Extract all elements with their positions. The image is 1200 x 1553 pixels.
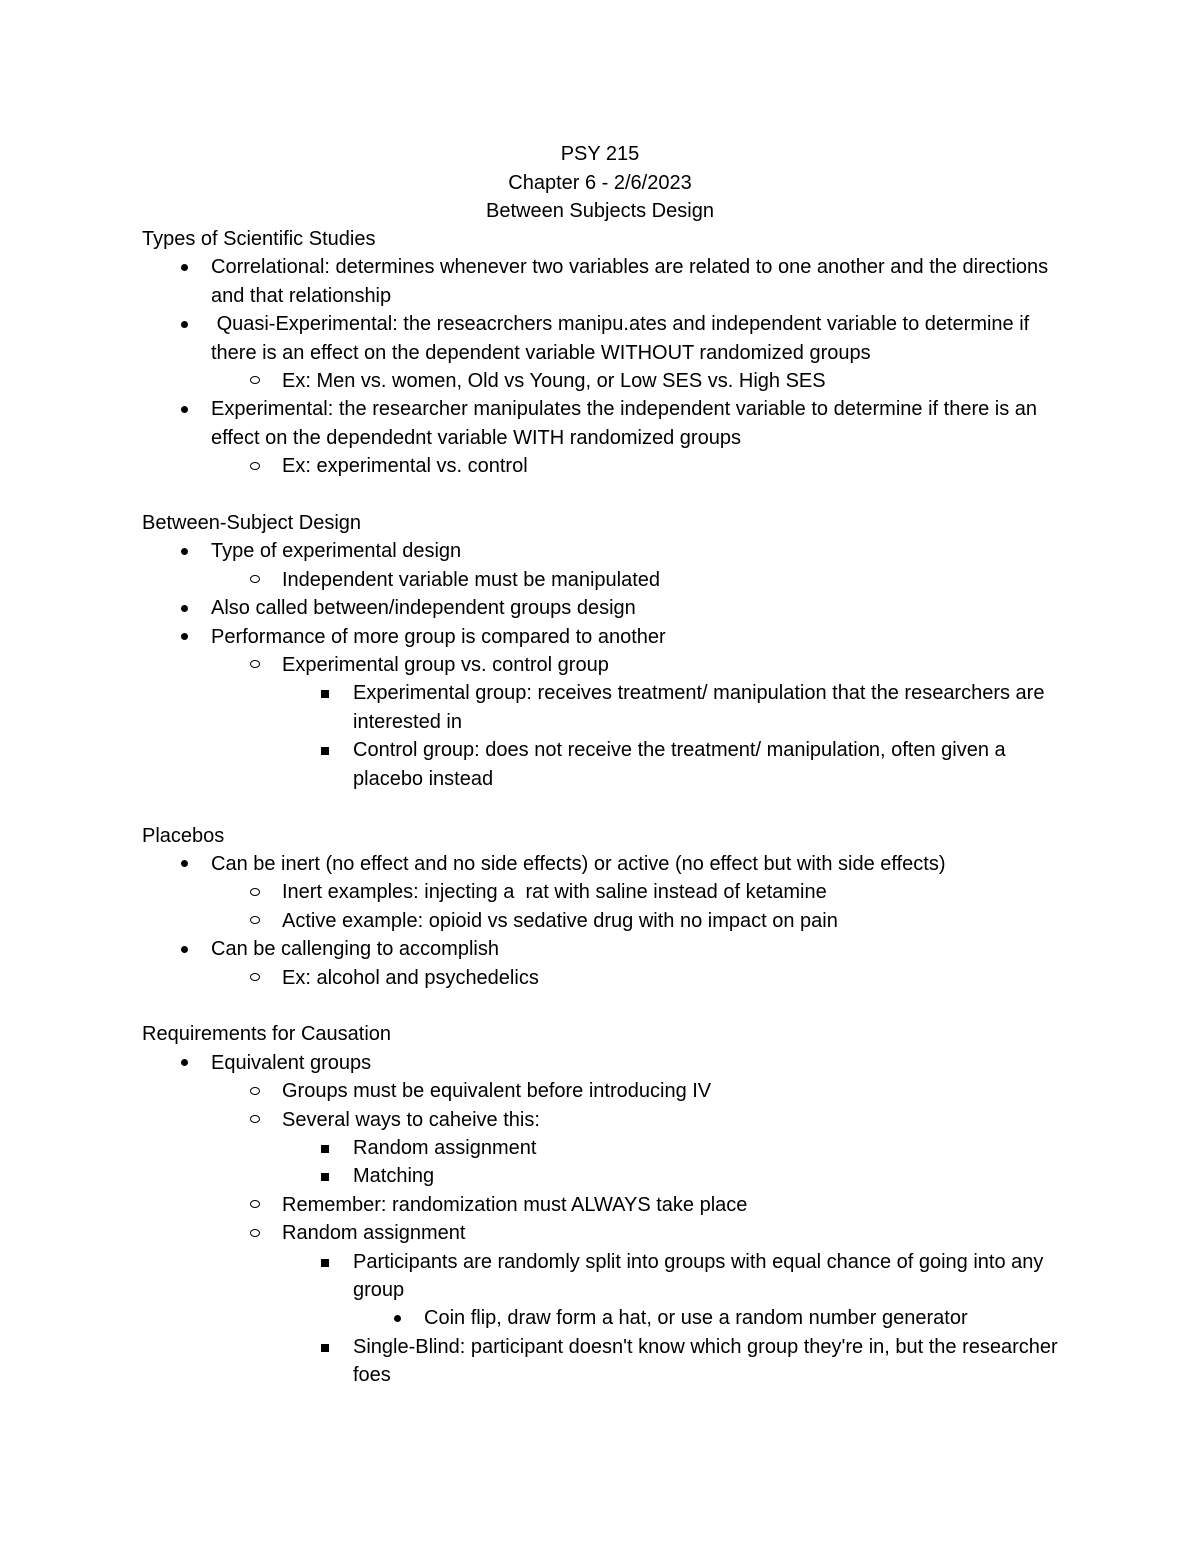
bullet-circle-icon	[250, 462, 260, 470]
section-spacer	[142, 793, 1072, 821]
bullet-circle-icon	[250, 1229, 260, 1237]
list-item-text: Can be callenging to accomplish	[211, 938, 499, 961]
document-header	[0, 140, 1200, 226]
list-item-text: Remember: randomization must ALWAYS take place	[282, 1193, 748, 1216]
list-item	[142, 452, 1072, 480]
bullet-circle-icon	[250, 660, 260, 668]
chapter-date: Chapter 6 - 2/6/2023	[508, 171, 692, 194]
bullet-circle-icon	[250, 1087, 260, 1095]
list-item	[142, 1191, 1072, 1219]
list-item	[142, 907, 1072, 935]
list-item-text: Active example: opioid vs sedative drug with no impact on pain	[282, 909, 838, 932]
bullet-square-icon	[321, 1145, 329, 1153]
list-item	[142, 310, 1072, 367]
list-item-text: Participants are randomly split into groups with equal chance of going into any group	[353, 1250, 1049, 1301]
notes-section	[142, 1020, 1072, 1389]
list-item-text: Also called between/independent groups design	[211, 597, 636, 620]
bullet-square-icon	[321, 1173, 329, 1181]
list-item	[142, 253, 1072, 310]
bullet-circle-icon	[250, 973, 260, 981]
bullet-circle-icon	[250, 916, 260, 924]
bullet-square-icon	[321, 1259, 329, 1267]
bullet-disc-icon	[181, 605, 188, 612]
list-item	[142, 1304, 1072, 1332]
bullet-circle-icon	[250, 1115, 260, 1123]
bullet-circle-icon	[250, 575, 260, 583]
list-item	[142, 1077, 1072, 1105]
list-item	[142, 623, 1072, 651]
list-item	[142, 964, 1072, 992]
list-item-text: Single-Blind: participant doesn't know which group they're in, but the researcher foes	[353, 1335, 1064, 1387]
list-item-text: Experimental: the researcher manipulates the independent variable to determine if there is an effect on the dependednt variable WITH randomized groups	[211, 398, 1043, 449]
bullet-disc-icon	[394, 1315, 401, 1322]
bullet-circle-icon	[250, 376, 260, 384]
list-item-text: Groups must be equivalent before introducing IV	[282, 1080, 712, 1103]
bullet-circle-icon	[250, 1200, 260, 1208]
list-item-text: Random assignment	[282, 1222, 466, 1245]
list-item-text: Experimental group vs. control group	[282, 654, 609, 677]
section-heading: Requirements for Causation	[142, 1023, 392, 1046]
list-item	[142, 395, 1072, 452]
list-item	[142, 679, 1072, 736]
bullet-disc-icon	[181, 1059, 188, 1066]
list-item	[142, 566, 1072, 594]
bullet-square-icon	[321, 1344, 329, 1352]
bullet-circle-icon	[250, 888, 260, 896]
list-item	[142, 878, 1072, 906]
list-item	[142, 1162, 1072, 1190]
bullet-disc-icon	[181, 860, 188, 867]
notes-section	[142, 822, 1072, 992]
list-item-text: Experimental group: receives treatment/ manipulation that the researchers are interested in	[353, 682, 1051, 733]
section-spacer	[142, 992, 1072, 1020]
list-item-text: Random assignment	[353, 1136, 537, 1159]
course-title: PSY 215	[560, 143, 640, 165]
list-item-text: Control group: does not receive the treatment/ manipulation, often given a placebo instead	[353, 739, 1012, 790]
list-item	[142, 367, 1072, 395]
notes-body	[142, 225, 1072, 1390]
bullet-disc-icon	[181, 633, 188, 640]
list-item	[142, 1106, 1072, 1134]
list-item-text: Can be inert (no effect and no side effects) or active (no effect but with side effects)	[211, 852, 946, 875]
list-item	[142, 651, 1072, 679]
list-item-text: Matching	[353, 1165, 435, 1188]
list-item-text: Equivalent groups	[211, 1051, 372, 1074]
list-item-text: Type of experimental design	[211, 540, 462, 563]
bullet-disc-icon	[181, 406, 188, 413]
list-item-text: Quasi-Experimental: the reseacrchers manipu.ates and independent variable to determine if there is an effect on the dependent variable WITHOUT randomized groups	[211, 313, 1035, 364]
section-heading: Types of Scientific Studies	[142, 228, 376, 250]
list-item	[142, 1333, 1072, 1390]
list-item-text: Performance of more group is compared to another	[211, 625, 666, 648]
notes-section	[142, 225, 1072, 481]
list-item-text: Correlational: determines whenever two variables are related to one another and the directions and that relationship	[211, 256, 1054, 307]
list-item	[142, 1219, 1072, 1247]
bullet-disc-icon	[181, 946, 188, 953]
list-item	[142, 850, 1072, 878]
list-item-text: Ex: experimental vs. control	[282, 455, 528, 478]
section-heading: Placebos	[142, 824, 225, 847]
list-item-text: Ex: alcohol and psychedelics	[282, 966, 539, 989]
section-spacer	[142, 481, 1072, 509]
list-item-text: Inert examples: injecting a rat with saline instead of ketamine	[282, 881, 827, 904]
notes-section	[142, 509, 1072, 793]
list-item	[142, 1248, 1072, 1305]
list-item-text: Coin flip, draw form a hat, or use a random number generator	[424, 1307, 968, 1330]
topic-title: Between Subjects Design	[486, 200, 714, 222]
bullet-square-icon	[321, 690, 329, 698]
list-item-text: Several ways to caheive this:	[282, 1108, 540, 1131]
list-item-text: Independent variable must be manipulated	[282, 568, 661, 591]
list-item	[142, 1134, 1072, 1162]
section-heading: Between-Subject Design	[142, 512, 362, 535]
list-item	[142, 537, 1072, 565]
bullet-disc-icon	[181, 321, 188, 328]
list-item	[142, 594, 1072, 622]
bullet-disc-icon	[181, 548, 188, 555]
bullet-square-icon	[321, 747, 329, 755]
list-item-text: Ex: Men vs. women, Old vs Young, or Low SES vs. High SES	[282, 370, 826, 393]
list-item	[142, 1049, 1072, 1077]
list-item	[142, 935, 1072, 963]
list-item	[142, 736, 1072, 793]
bullet-disc-icon	[181, 264, 188, 271]
